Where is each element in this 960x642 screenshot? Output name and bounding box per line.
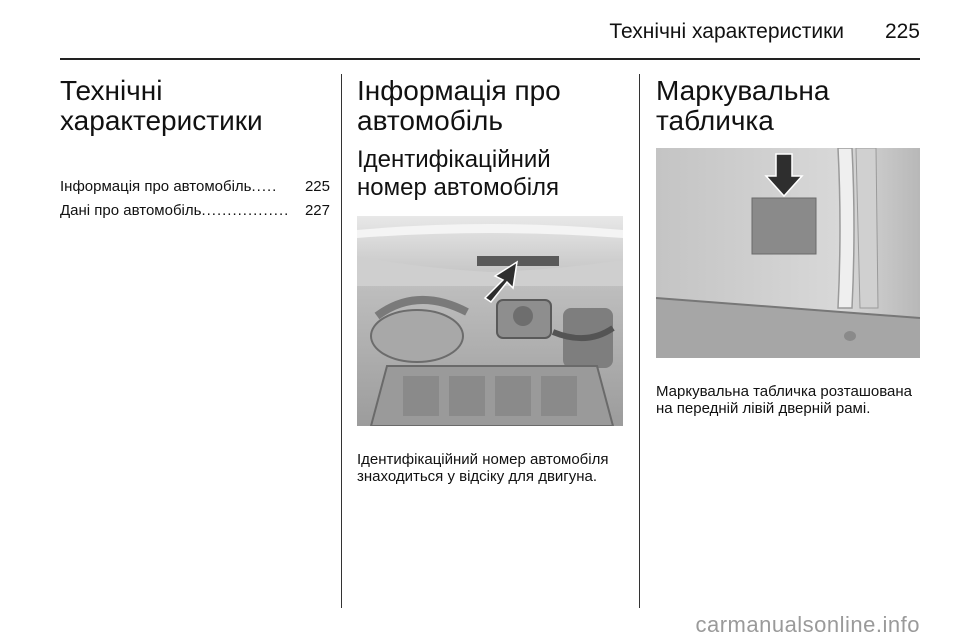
section-heading: Інформація про автомобіль <box>357 75 561 136</box>
engine-bay-figure <box>357 216 623 431</box>
toc-item-vehicle-info[interactable] <box>60 178 330 202</box>
toc-item-label: Дані про автомобіль <box>60 202 202 219</box>
figure-caption: Маркувальна табличка розташована на передній лівій дверній рамі. <box>656 383 912 417</box>
door-frame-photo-icon <box>656 148 920 358</box>
column-divider-left <box>341 74 342 608</box>
table-of-contents <box>60 178 330 226</box>
subsection-heading: Ідентифікаційний номер автомобіля <box>357 146 560 201</box>
section-title: Технічні характеристики <box>60 75 263 136</box>
toc-item-label: Інформація про автомобіль <box>60 178 252 195</box>
toc-item-page: 227 <box>304 202 330 219</box>
figure-caption: Ідентифікаційний номер автомобіля знаходиться у відсіку для двигуна. <box>357 451 609 485</box>
toc-item-leader: ..... <box>251 178 278 195</box>
column-divider-right <box>639 74 640 608</box>
column-plate <box>656 76 920 417</box>
toc-item-leader: ................. <box>201 202 290 219</box>
column-vehicle-info <box>357 76 623 485</box>
header-title: Технічні характеристики <box>609 20 844 43</box>
toc-item-vehicle-data[interactable] <box>60 202 330 226</box>
engine-bay-photo-icon <box>357 216 623 426</box>
header-rule <box>60 58 920 60</box>
page-number: 225 <box>884 20 920 43</box>
footer-watermark: carmanualsonline.info <box>695 612 920 637</box>
door-frame-figure <box>656 148 920 363</box>
column-toc <box>60 76 330 226</box>
toc-item-page: 225 <box>304 178 330 195</box>
section-heading: Маркувальна табличка <box>656 75 830 136</box>
